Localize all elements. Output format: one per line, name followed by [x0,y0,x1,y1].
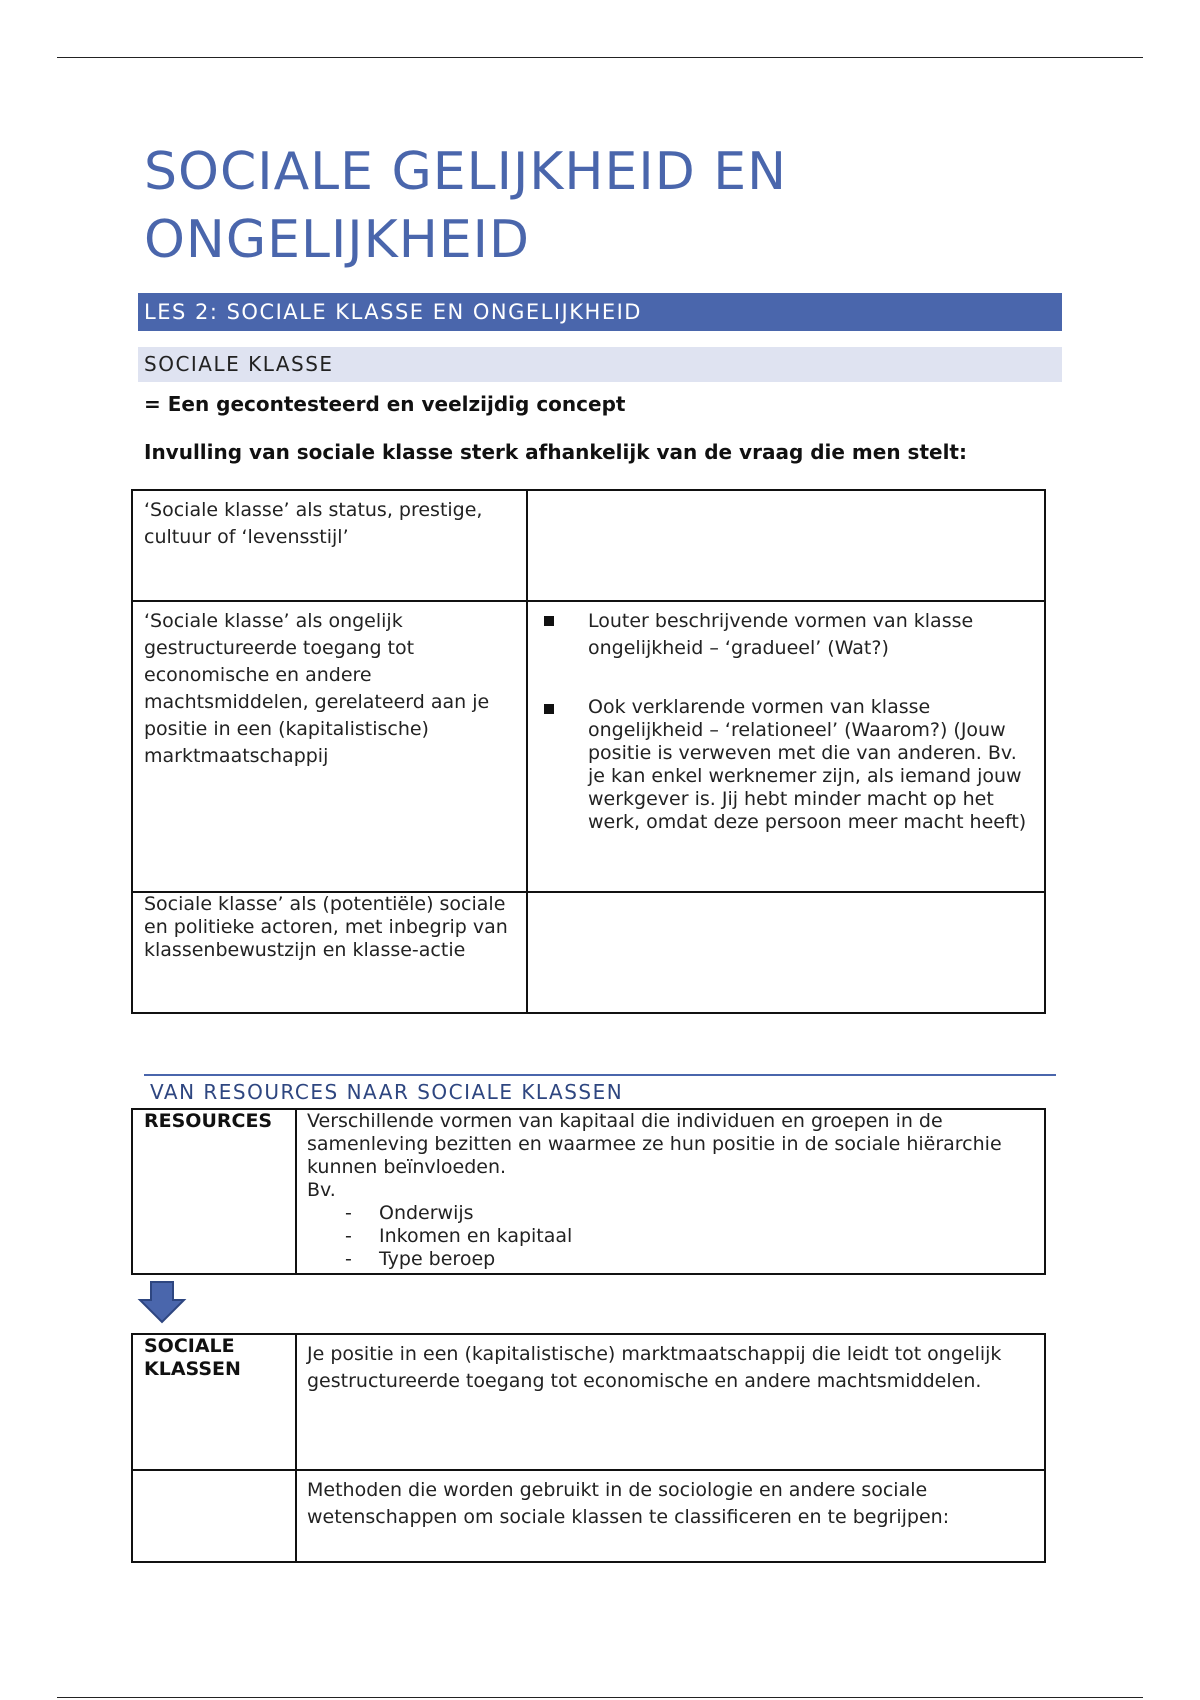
square-bullet-icon [544,616,554,626]
section-title: VAN RESOURCES NAAR SOCIALE KLASSEN [150,1080,624,1104]
list-item [307,1248,1034,1271]
resources-description [296,1109,1045,1274]
table-row [132,490,1045,601]
social-classes-label: SOCIALE KLASSEN [132,1334,296,1470]
list-item [307,1202,1034,1225]
intro-text: Invulling van sociale klasse sterk afhankelijk van de vraag die men stelt: [144,440,967,464]
example-text: Inkomen en kapitaal [379,1225,573,1247]
list-item [538,696,1030,834]
table-cell-right [527,601,1045,892]
example-text: Type beroep [379,1248,496,1270]
section-rule [144,1074,1056,1076]
resources-label: RESOURCES [132,1109,296,1274]
footer-rule [57,1697,1143,1698]
down-arrow-icon [137,1280,187,1325]
bullet-text: Ook verklarende vormen van klasse ongelijkheid – ‘relationeel’ (Waarom?) (Jouw positie is verweven met die van anderen. Bv. je kan enkel werknemer zijn, als iemand jouw werkgever is. Jij hebt minder macht op het werk, omdat deze persoon meer macht heeft) [588,696,1027,833]
list-item [307,1225,1034,1248]
square-bullet-icon [544,704,554,714]
resources-table [131,1108,1046,1275]
definition-text: = Een gecontesteerd en veelzijdig concept [144,392,626,416]
table-cell-right [527,892,1045,1013]
bullet-text: Louter beschrijvende vormen van klasse ongelijkheid – ‘gradueel’ (Wat?) [588,610,974,659]
table-cell-left: ‘Sociale klasse’ als status, prestige, cultuur of ‘levensstijl’ [132,490,527,601]
header-rule [57,57,1143,58]
social-classes-table [131,1333,1046,1563]
methods-label [132,1470,296,1562]
class-meaning-table [131,489,1046,1014]
table-row [132,1334,1045,1470]
social-classes-description: Je positie in een (kapitalistische) marktmaatschappij die leidt tot ongelijk gestructureerde toegang tot economische en andere machtsmiddelen. [296,1334,1045,1470]
table-row [132,601,1045,892]
examples-list [307,1202,1034,1271]
table-row [132,1109,1045,1274]
page-title: SOCIALE GELIJKHEID EN ONGELIJKHEID [144,142,788,270]
resources-text: Verschillende vormen van kapitaal die individuen en groepen in de samenleving bezitten en waarmee ze hun positie in de sociale hiërarchie kunnen beïnvloeden. [307,1110,1002,1178]
heading-level-2: SOCIALE KLASSE [138,347,1062,382]
heading-level-1: LES 2: SOCIALE KLASSE EN ONGELIJKHEID [138,293,1062,331]
table-cell-right [527,490,1045,601]
list-item [538,608,1030,662]
methods-description: Methoden die worden gebruikt in de sociologie en andere sociale wetenschappen om sociale klassen te classificeren en te begrijpen: [296,1470,1045,1562]
table-row [132,1470,1045,1562]
table-cell-left: ‘Sociale klasse’ als ongelijk gestructureerde toegang tot economische en andere machtsmiddelen, gerelateerd aan je positie in een (kapitalistische) marktmaatschappij [132,601,527,892]
table-row [132,892,1045,1013]
example-text: Onderwijs [379,1202,474,1224]
table-cell-left: Sociale klasse’ als (potentiële) sociale en politieke actoren, met inbegrip van klassenbewustzijn en klasse-actie [132,892,527,1013]
example-prefix: Bv. [307,1179,336,1201]
